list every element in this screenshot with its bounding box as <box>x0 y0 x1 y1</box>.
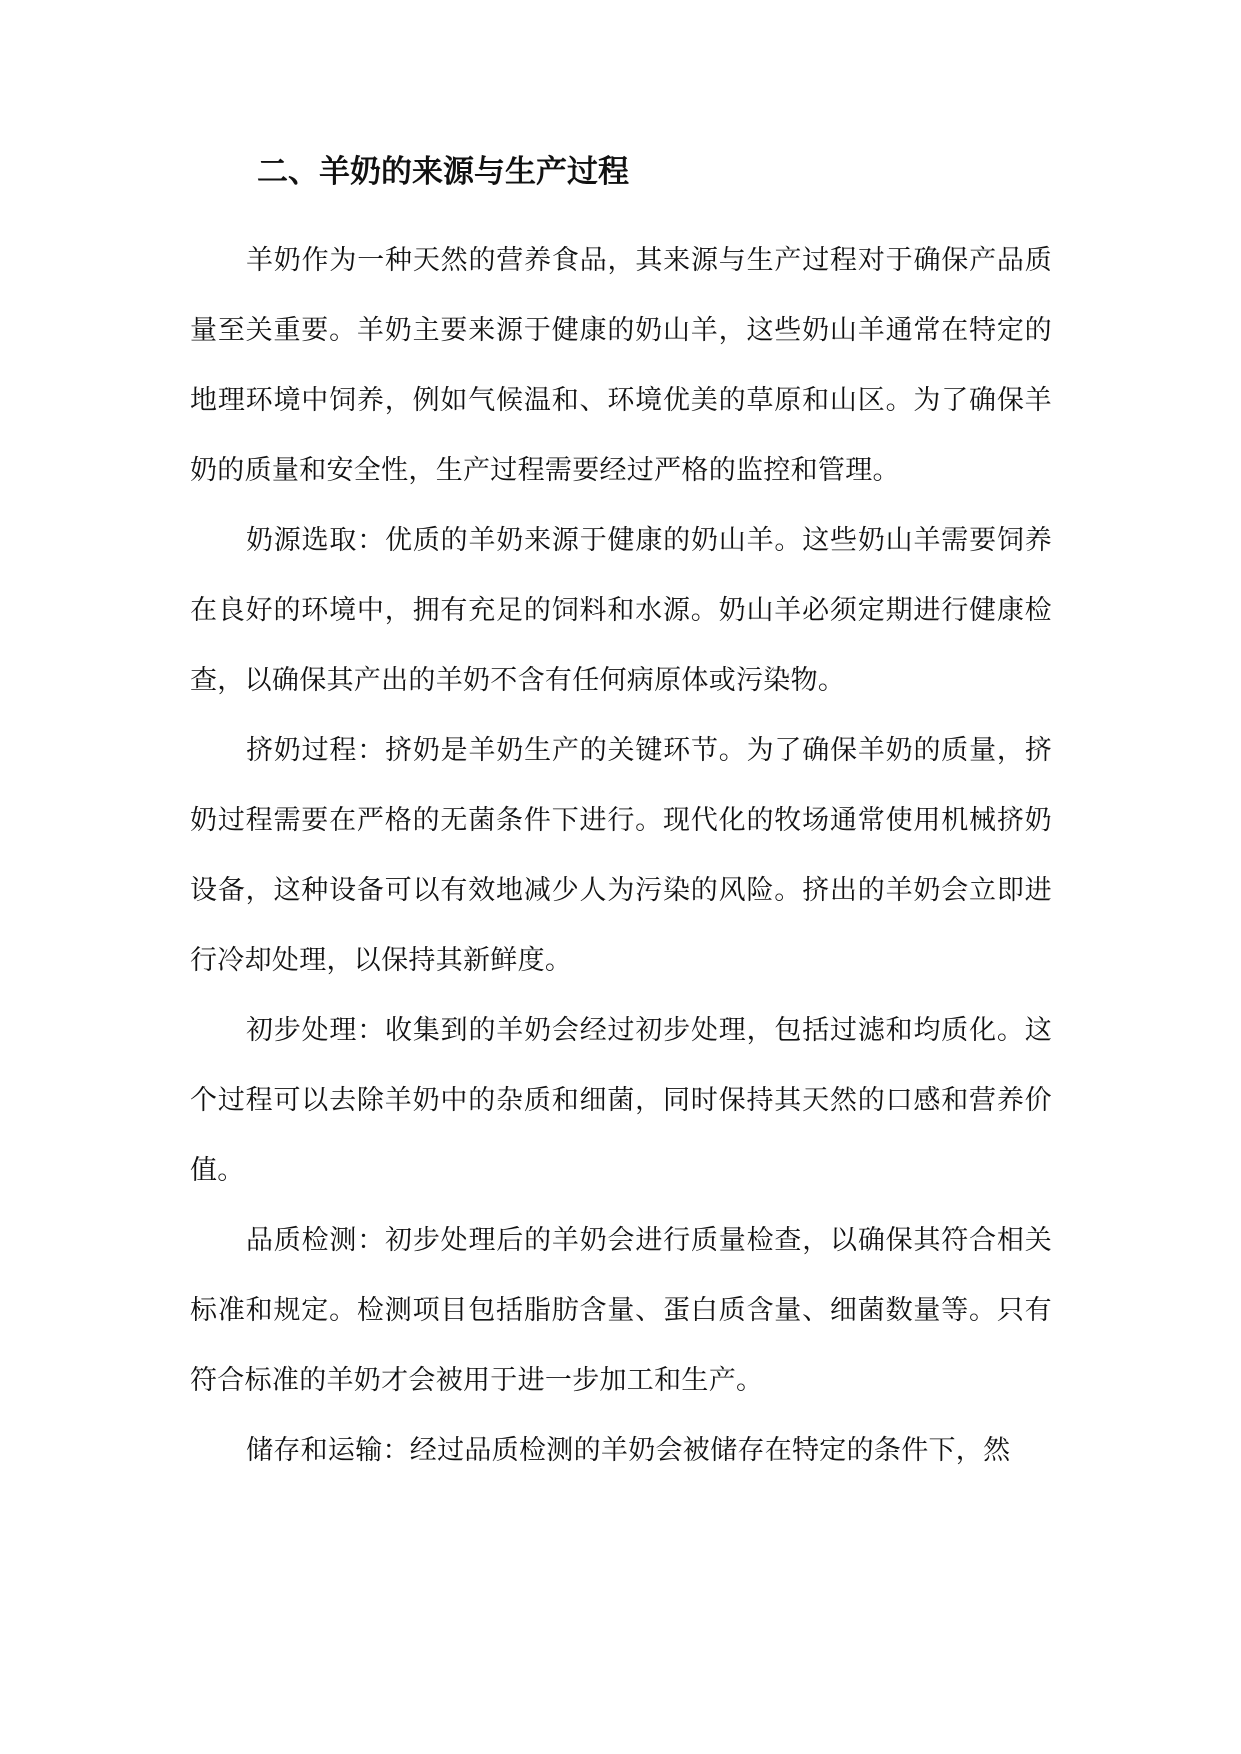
paragraph-quality-testing: 品质检测：初步处理后的羊奶会进行质量检查，以确保其符合相关标准和规定。检测项目包括脂肪含量、蛋白质含量、细菌数量等。只有符合标准的羊奶才会被用于进一步加工和生产。 <box>190 1225 1052 1396</box>
paragraph-intro: 羊奶作为一种天然的营养食品，其来源与生产过程对于确保产品质量至关重要。羊奶主要来源于健康的奶山羊，这些奶山羊通常在特定的地理环境中饲养，例如气候温和、环境优美的草原和山区。为了确保羊奶的质量和安全性，生产过程需要经过严格的监控和管理。 <box>190 245 1052 486</box>
paragraph-storage-transport: 储存和运输：经过品质检测的羊奶会被储存在特定的条件下，然 <box>246 1435 1011 1466</box>
paragraph-milk-source: 奶源选取：优质的羊奶来源于健康的奶山羊。这些奶山羊需要饲养在良好的环境中，拥有充足的饲料和水源。奶山羊必须定期进行健康检查，以确保其产出的羊奶不含有任何病原体或污染物。 <box>190 525 1052 696</box>
body-text <box>190 226 1052 1486</box>
paragraph-initial-processing: 初步处理：收集到的羊奶会经过初步处理，包括过滤和均质化。这个过程可以去除羊奶中的杂质和细菌，同时保持其天然的口感和营养价值。 <box>190 1015 1052 1186</box>
section-heading: 二、羊奶的来源与生产过程 <box>257 154 629 190</box>
paragraph-milking: 挤奶过程：挤奶是羊奶生产的关键环节。为了确保羊奶的质量，挤奶过程需要在严格的无菌条件下进行。现代化的牧场通常使用机械挤奶设备，这种设备可以有效地减少人为污染的风险。挤出的羊奶会立即进行冷却处理，以保持其新鲜度。 <box>190 735 1052 976</box>
